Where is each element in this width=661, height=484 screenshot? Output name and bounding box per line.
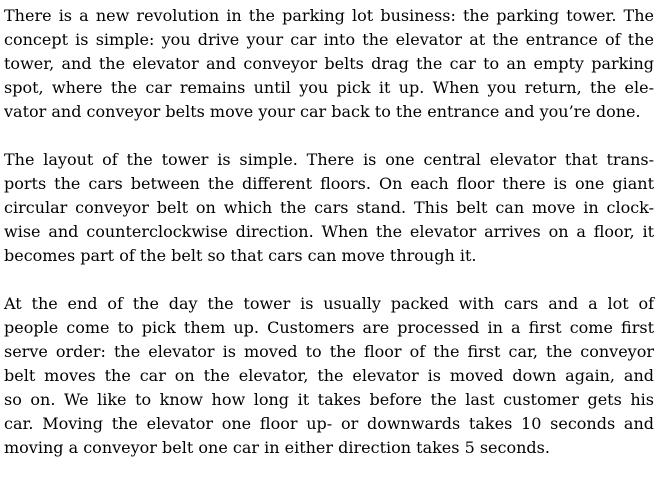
text-line: circular conveyor belt on which the cars stand. This belt can move in clock- (4, 198, 654, 217)
document-body (4, 4, 654, 484)
text-line: spot, where the car remains until you pick it up. When you return, the ele- (4, 78, 654, 97)
text-line: belt moves the car on the elevator, the elevator is moved down again, and (4, 366, 654, 385)
text-line: so on. We like to know how long it takes before the last customer gets his (4, 390, 654, 409)
text-line: becomes part of the belt so that cars can move through it. (4, 246, 477, 265)
paragraph-2 (4, 148, 654, 268)
text-line: ports the cars between the different floors. On each floor there is one giant (4, 174, 654, 193)
text-line: wise and counterclockwise direction. When the elevator arrives on a floor, it (4, 222, 654, 241)
paragraph-1 (4, 4, 654, 124)
text-line: moving a conveyor belt one car in either direction takes 5 seconds. (4, 438, 550, 457)
paragraph-3 (4, 292, 654, 460)
text-line: serve order: the elevator is moved to the floor of the first car, the conveyor (4, 342, 654, 361)
text-line: car. Moving the elevator one floor up- or downwards takes 10 seconds and (4, 414, 654, 433)
text-line: tower, and the elevator and conveyor belts drag the car to an empty parking (4, 54, 654, 73)
text-line: The layout of the tower is simple. There is one central elevator that trans- (4, 150, 654, 169)
text-line: There is a new revolution in the parking lot business: the parking tower. The (4, 6, 654, 25)
text-line: concept is simple: you drive your car into the elevator at the entrance of the (4, 30, 654, 49)
text-line: At the end of the day the tower is usually packed with cars and a lot of (4, 294, 654, 313)
text-line: people come to pick them up. Customers are processed in a first come first (4, 318, 654, 337)
text-line: vator and conveyor belts move your car back to the entrance and you’re done. (4, 102, 641, 121)
